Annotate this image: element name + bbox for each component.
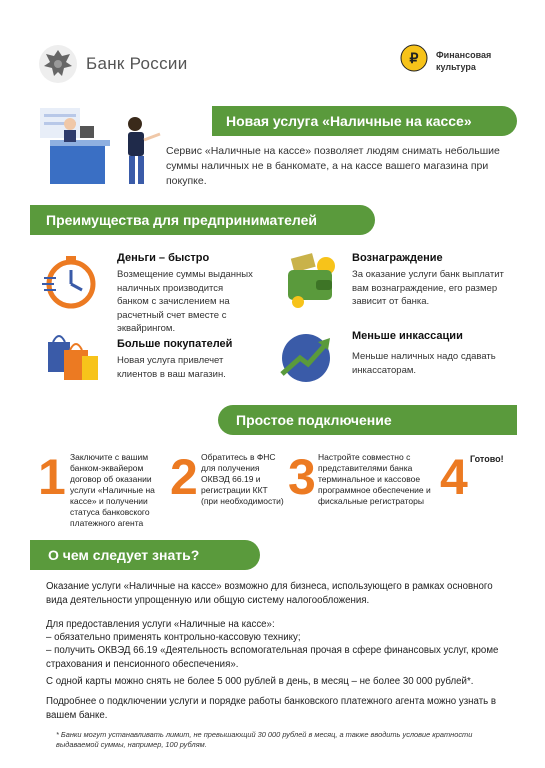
shopping-bags-icon	[44, 328, 102, 384]
svg-text:₽: ₽	[409, 50, 419, 66]
knowledge-requirements-lead: Для предоставления услуги «Наличные на кассе»:	[46, 619, 275, 630]
adv-text-collection: Меньше наличных надо сдавать инкассаторам.	[352, 351, 496, 376]
step-2-text: Обратитесь в ФНС для получения ОКВЭД 66.19 и регистрации ККТ (при необходимости)	[201, 452, 284, 506]
bank-name: Банк России	[86, 54, 188, 73]
advantages-title-bar	[30, 205, 375, 235]
knowledge-title-bar	[30, 540, 260, 570]
adv-title-reward: Вознаграждение	[352, 252, 443, 264]
fin-culture-line1: Финансовая	[436, 50, 492, 60]
step-3-text: Настройте совместно с представителями банка терминальное и кассовое программное обеспечение и фискальные регистраторы	[318, 452, 431, 506]
bank-logo	[38, 44, 78, 84]
step-4-text: Готово!	[470, 454, 504, 464]
ruble-coin-icon	[400, 44, 428, 72]
service-title: Новая услуга «Наличные на кассе»	[226, 113, 472, 129]
adv-title-money: Деньги – быстро	[117, 252, 210, 264]
growth-arrow-icon	[278, 332, 334, 384]
adv-title-customers: Больше покупателей	[117, 338, 233, 350]
eagle-emblem-icon	[38, 44, 78, 84]
step-2-number: 2	[170, 449, 198, 505]
step-1-text: Заключите с вашим банком-эквайером договор об оказании услуги «Наличные на кассе» и получении статуса банковского платежного агента	[70, 452, 155, 528]
knowledge-paragraph-3: С одной карты можно снять не более 5 000 рублей в день, в месяц – не более 30 000 рублей*.	[46, 676, 474, 687]
adv-text-money: Возмещение суммы выданных наличных производится банком с зачислением на расчетный счет вместе с эквайрингом.	[117, 269, 253, 334]
step-4-number: 4	[440, 449, 468, 505]
wallet-icon	[282, 250, 342, 310]
service-title-bar	[212, 106, 517, 136]
cashier-scene-icon	[40, 104, 180, 190]
adv-title-collection: Меньше инкассации	[352, 330, 463, 342]
knowledge-requirement-1: – обязательно применять контрольно-кассовую технику;	[46, 632, 301, 643]
step-3-number: 3	[288, 449, 316, 505]
service-intro: Сервис «Наличные на кассе» позволяет людям снимать небольшие суммы наличных не в банкомате, а на кассе вашего магазина при покупке.	[166, 145, 500, 187]
adv-text-customers: Новая услуга привлечет клиентов в ваш магазин.	[117, 355, 226, 380]
footnote: * Банки могут устанавливать лимит, не превышающий 30 000 рублей в месяц, а также вводить условие кратности выдаваемой суммы, например, 100 рублям.	[56, 730, 473, 749]
cashier-illustration	[40, 104, 180, 190]
connection-title: Простое подключение	[236, 412, 392, 428]
knowledge-paragraph-4: Подробнее о подключении услуги и порядке работы банковского платежного агента можно узнать в вашем банке.	[46, 696, 497, 721]
fin-culture-line2: культура	[436, 62, 476, 72]
advantages-title: Преимущества для предпринимателей	[46, 212, 318, 228]
knowledge-paragraph-1: Оказание услуги «Наличные на кассе» возможно для бизнеса, использующего в рамках основного вида деятельности упрощенную или общую систему налогообложения.	[46, 581, 493, 606]
knowledge-title: О чем следует знать?	[48, 547, 200, 563]
connection-title-bar	[218, 405, 517, 435]
step-1-number: 1	[38, 449, 66, 505]
adv-text-reward: За оказание услуги банк выплатит вам вознаграждение, его размер зависит от банка.	[352, 269, 504, 307]
fin-culture-logo	[400, 44, 428, 72]
knowledge-requirement-2: – получить ОКВЭД 66.19 «Деятельность вспомогательная прочая в сфере финансовых услуг, кроме страхования и пенсионного обеспечения».	[46, 645, 499, 670]
stopwatch-icon	[42, 252, 100, 310]
